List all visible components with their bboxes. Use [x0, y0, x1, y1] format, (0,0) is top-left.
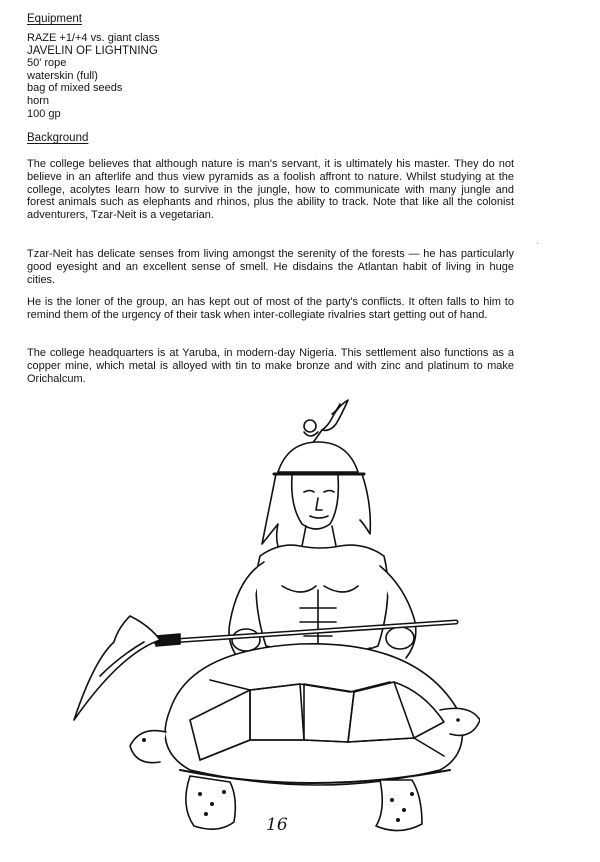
equipment-list — [27, 32, 160, 120]
background-paragraph: The college headquarters is at Yaruba, in modern-day Nigeria. This settlement also functions as a copper mine, which metal is alloyed with tin to make bronze and with zinc and platinum to make Orichalcum. — [27, 347, 514, 385]
background-paragraph: The college believes that although nature is man's servant, it is ultimately his master. They do not believe in an afterlife and thus view pyramids as a foolish affront to nature. Whilst studying at the college, acolytes learn how to survive in the jungle, how to communicate with many jungle and forest animals such as elephants and rhinos, plus the ability to track. Note that like all the colonist adventurers, Tzar-Neit is a vegetarian. — [27, 158, 514, 222]
background-paragraph: He is the loner of the group, an has kept out of most of the party's conflicts. It often falls to him to remind them of the urgency of their task when inter-collegiate rivalries start getting out of hand. — [27, 296, 514, 321]
hand-icon — [232, 629, 260, 651]
page-number: 16 — [266, 815, 288, 835]
tortoise-shell-icon — [165, 644, 462, 785]
equipment-item: horn — [27, 94, 50, 107]
hand-icon — [386, 627, 414, 649]
torso-icon — [256, 545, 388, 654]
equipment-item: bag of mixed seeds — [27, 82, 123, 95]
equipment-item: 100 gp — [27, 107, 61, 120]
warrior-on-tortoise-illustration — [60, 380, 480, 840]
equipment-heading: Equipment — [27, 13, 82, 25]
helmet-icon — [278, 442, 358, 472]
equipment-item: JAVELIN OF LIGHTNING — [27, 44, 158, 57]
background-paragraph: Tzar-Neit has delicate senses from living amongst the serenity of the forests — he has particularly good eyesight and an excellent sense of smell. He disdains the Atlantan habit of living in huge cities. — [27, 248, 514, 286]
equipment-item: waterskin (full) — [27, 69, 98, 82]
background-heading: Background — [27, 132, 89, 144]
print-speck-icon: ⸼ — [537, 235, 539, 244]
equipment-item: RAZE +1/+4 vs. giant class — [27, 32, 160, 44]
equipment-item: 50' rope — [27, 57, 67, 70]
